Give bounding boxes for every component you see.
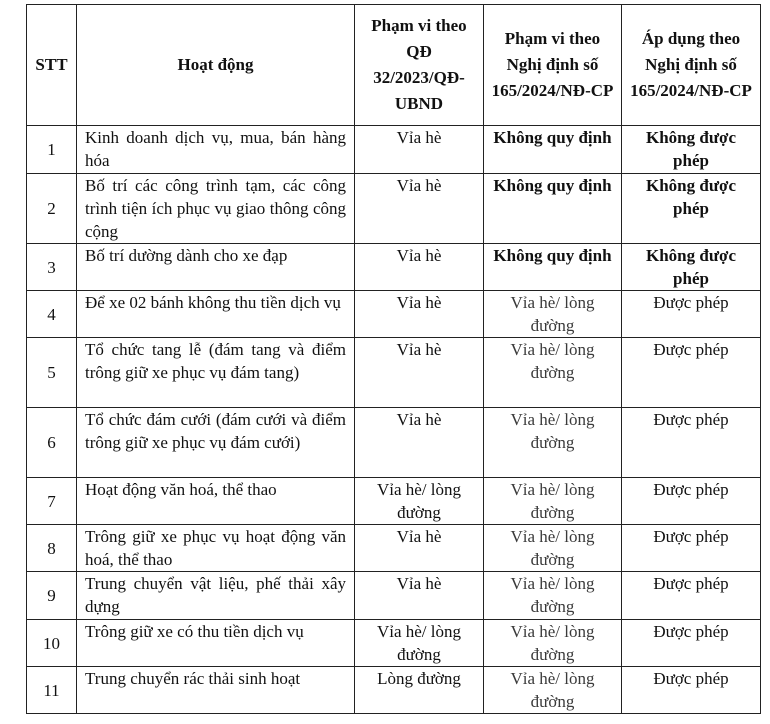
- cell-activity: Để xe 02 bánh không thu tiền dịch vụ: [77, 291, 355, 338]
- cell-qd-scope: Vỉa hè: [355, 126, 484, 174]
- table-row: [27, 478, 761, 525]
- cell-qd-scope: Vỉa hè/ lòng đường: [355, 478, 484, 525]
- cell-qd-scope: Vỉa hè: [355, 338, 484, 408]
- cell-stt: 3: [27, 244, 77, 291]
- cell-stt: 10: [27, 620, 77, 667]
- cell-activity: Bố trí dường dành cho xe đạp: [77, 244, 355, 291]
- cell-activity: Kinh doanh dịch vụ, mua, bán hàng hóa: [77, 126, 355, 174]
- cell-stt: 8: [27, 525, 77, 572]
- header-activity: Hoạt động: [77, 5, 355, 126]
- table-row: [27, 620, 761, 667]
- cell-stt: 2: [27, 174, 77, 244]
- header-qd-scope: Phạm vi theo QĐ 32/2023/QĐ-UBND: [355, 5, 484, 126]
- cell-stt: 11: [27, 667, 77, 714]
- table-row: [27, 338, 761, 408]
- cell-stt: 5: [27, 338, 77, 408]
- cell-nd-apply: Được phép: [622, 408, 761, 478]
- cell-nd-scope: Vỉa hè/ lòng đường: [484, 572, 622, 620]
- cell-qd-scope: Vỉa hè: [355, 291, 484, 338]
- cell-nd-scope: Vỉa hè/ lòng đường: [484, 620, 622, 667]
- table-row: [27, 667, 761, 714]
- table-row: [27, 525, 761, 572]
- cell-nd-scope: Vỉa hè/ lòng đường: [484, 291, 622, 338]
- cell-nd-scope: Không quy định: [484, 174, 622, 244]
- cell-qd-scope: Vỉa hè: [355, 174, 484, 244]
- header-row: [27, 5, 761, 126]
- document-page: [26, 4, 760, 714]
- cell-qd-scope: Vỉa hè: [355, 408, 484, 478]
- cell-nd-apply: Được phép: [622, 667, 761, 714]
- cell-nd-scope: Vỉa hè/ lòng đường: [484, 408, 622, 478]
- cell-activity: Hoạt động văn hoá, thể thao: [77, 478, 355, 525]
- table-row: [27, 244, 761, 291]
- cell-nd-apply: Không được phép: [622, 244, 761, 291]
- cell-activity: Tổ chức tang lễ (đám tang và điểm trông giữ xe phục vụ đám tang): [77, 338, 355, 408]
- header-nd-apply: Áp dụng theo Nghị định số 165/2024/NĐ-CP: [622, 5, 761, 126]
- cell-nd-scope: Vỉa hè/ lòng đường: [484, 525, 622, 572]
- table-body: [27, 126, 761, 714]
- cell-activity: Trung chuyển vật liệu, phế thải xây dựng: [77, 572, 355, 620]
- cell-nd-scope: Không quy định: [484, 244, 622, 291]
- cell-stt: 1: [27, 126, 77, 174]
- cell-nd-scope: Không quy định: [484, 126, 622, 174]
- cell-stt: 7: [27, 478, 77, 525]
- cell-stt: 6: [27, 408, 77, 478]
- header-nd-scope: Phạm vi theo Nghị định số 165/2024/NĐ-CP: [484, 5, 622, 126]
- cell-nd-scope: Vỉa hè/ lòng đường: [484, 478, 622, 525]
- cell-activity: Bố trí các công trình tạm, các công trình tiện ích phục vụ giao thông công cộng: [77, 174, 355, 244]
- table-row: [27, 174, 761, 244]
- header-stt: STT: [27, 5, 77, 126]
- cell-qd-scope: Vỉa hè: [355, 572, 484, 620]
- cell-activity: Trông giữ xe phục vụ hoạt động văn hoá, thể thao: [77, 525, 355, 572]
- cell-qd-scope: Vỉa hè: [355, 244, 484, 291]
- cell-nd-apply: Được phép: [622, 620, 761, 667]
- cell-nd-apply: Không được phép: [622, 126, 761, 174]
- table-row: [27, 126, 761, 174]
- cell-qd-scope: Lòng đường: [355, 667, 484, 714]
- table-row: [27, 572, 761, 620]
- activities-table: [26, 4, 761, 714]
- cell-stt: 4: [27, 291, 77, 338]
- cell-qd-scope: Vỉa hè/ lòng đường: [355, 620, 484, 667]
- cell-nd-apply: Không được phép: [622, 174, 761, 244]
- cell-nd-apply: Được phép: [622, 478, 761, 525]
- cell-stt: 9: [27, 572, 77, 620]
- cell-nd-apply: Được phép: [622, 338, 761, 408]
- cell-nd-apply: Được phép: [622, 525, 761, 572]
- cell-activity: Tổ chức đám cưới (đám cưới và điểm trông giữ xe phục vụ đám cưới): [77, 408, 355, 478]
- cell-nd-scope: Vỉa hè/ lòng đường: [484, 667, 622, 714]
- table-row: [27, 291, 761, 338]
- table-header: [27, 5, 761, 126]
- cell-nd-apply: Được phép: [622, 291, 761, 338]
- cell-qd-scope: Vỉa hè: [355, 525, 484, 572]
- cell-activity: Trung chuyển rác thải sinh hoạt: [77, 667, 355, 714]
- cell-nd-scope: Vỉa hè/ lòng đường: [484, 338, 622, 408]
- cell-nd-apply: Được phép: [622, 572, 761, 620]
- table-row: [27, 408, 761, 478]
- cell-activity: Trông giữ xe có thu tiền dịch vụ: [77, 620, 355, 667]
